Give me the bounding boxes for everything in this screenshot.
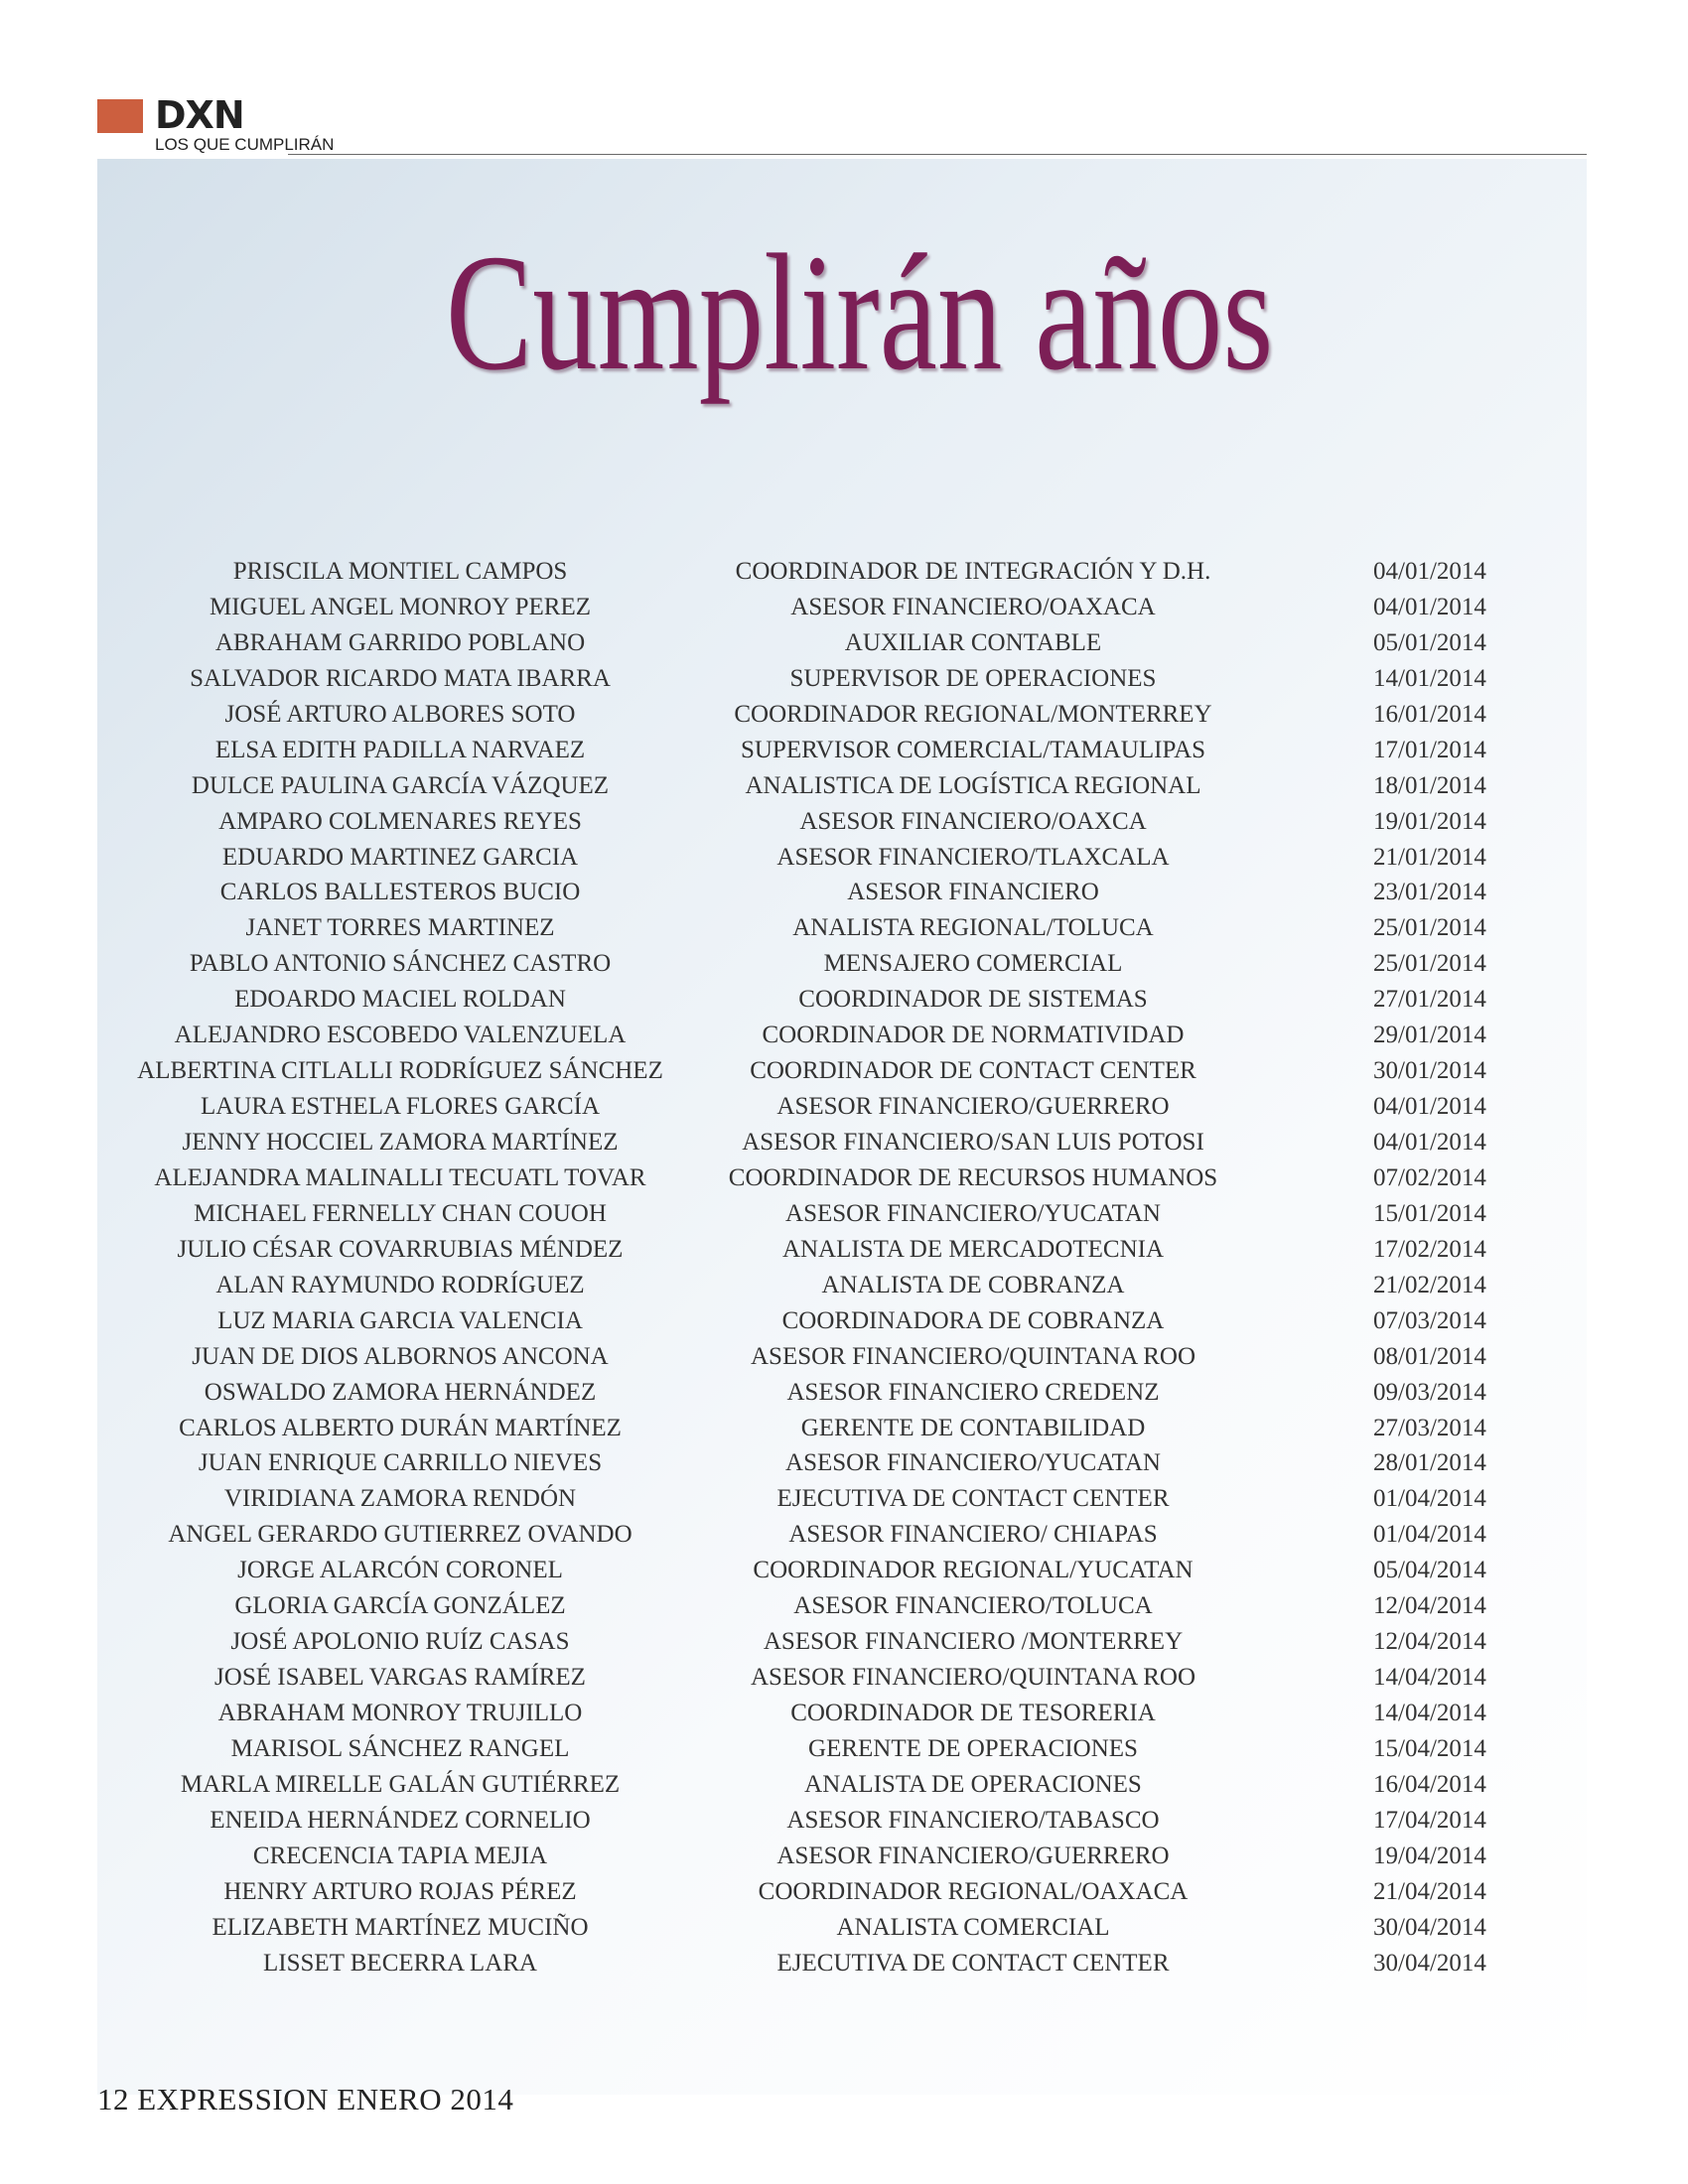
person-name: EDOARDO MACIEL ROLDAN xyxy=(234,986,566,1014)
birthday-date: 16/04/2014 xyxy=(1373,1770,1486,1798)
list-item xyxy=(0,910,1688,946)
birthday-date: 23/01/2014 xyxy=(1373,879,1486,906)
job-position: ANALISTA DE MERCADOTECNIA xyxy=(781,1235,1165,1263)
header-divider xyxy=(288,154,1587,155)
person-name: ANGEL GERARDO GUTIERREZ OVANDO xyxy=(168,1521,633,1549)
job-position: GERENTE DE CONTABILIDAD xyxy=(800,1414,1146,1441)
list-item xyxy=(0,1089,1688,1125)
job-position: COORDINADOR DE INTEGRACIÓN Y D.H. xyxy=(735,558,1211,585)
person-name: MICHAEL FERNELLY CHAN COUOH xyxy=(194,1199,607,1227)
list-item xyxy=(0,1232,1688,1268)
birthday-date: 18/01/2014 xyxy=(1373,771,1486,799)
list-item xyxy=(0,1339,1688,1375)
person-name: ALAN RAYMUNDO RODRÍGUEZ xyxy=(215,1271,585,1298)
list-item xyxy=(0,1910,1688,1946)
job-position: ASESOR FINANCIERO/SAN LUIS POTOSI xyxy=(742,1129,1204,1156)
birthday-date: 30/04/2014 xyxy=(1373,1949,1486,1977)
list-item xyxy=(0,1481,1688,1517)
job-position: ANALISTA REGIONAL/TOLUCA xyxy=(792,914,1154,942)
job-position: ASESOR FINANCIERO xyxy=(847,879,1099,906)
birthday-date: 17/02/2014 xyxy=(1373,1235,1486,1263)
job-position: ASESOR FINANCIERO/TOLUCA xyxy=(793,1592,1153,1620)
person-name: JOSÉ ARTURO ALBORES SOTO xyxy=(224,700,576,728)
birthday-date: 04/01/2014 xyxy=(1373,1129,1486,1156)
birthday-date: 04/01/2014 xyxy=(1373,593,1486,620)
birthday-date: 19/04/2014 xyxy=(1373,1842,1486,1869)
person-name: CRECENCIA TAPIA MEJIA xyxy=(252,1842,548,1869)
list-item xyxy=(0,1767,1688,1803)
list-item xyxy=(0,590,1688,625)
person-name: ABRAHAM GARRIDO POBLANO xyxy=(214,628,586,656)
person-name: ALBERTINA CITLALLI RODRÍGUEZ SÁNCHEZ xyxy=(137,1057,663,1085)
list-item xyxy=(0,554,1688,590)
person-name: LISSET BECERRA LARA xyxy=(263,1949,537,1977)
job-position: COORDINADOR REGIONAL/OAXACA xyxy=(758,1877,1189,1905)
birthday-date: 14/01/2014 xyxy=(1373,664,1486,692)
birthday-date: 12/04/2014 xyxy=(1373,1592,1486,1620)
person-name: PABLO ANTONIO SÁNCHEZ CASTRO xyxy=(189,950,612,978)
list-item xyxy=(0,1445,1688,1481)
job-position: ASESOR FINANCIERO/TLAXCALA xyxy=(776,843,1170,871)
page-title: Cumplirán años xyxy=(445,220,1274,405)
person-name: JOSÉ APOLONIO RUÍZ CASAS xyxy=(230,1628,570,1656)
birthday-date: 21/04/2014 xyxy=(1373,1877,1486,1905)
person-name: PRISCILA MONTIEL CAMPOS xyxy=(232,558,568,585)
job-position: SUPERVISOR COMERCIAL/TAMAULIPAS xyxy=(740,736,1206,763)
page-footer xyxy=(97,2082,513,2117)
birthday-date: 30/01/2014 xyxy=(1373,1057,1486,1085)
birthday-date: 21/01/2014 xyxy=(1373,843,1486,871)
publication-name: EXPRESSION ENERO 2014 xyxy=(137,2082,514,2116)
person-name: SALVADOR RICARDO MATA IBARRA xyxy=(190,664,611,692)
job-position: COORDINADOR DE RECURSOS HUMANOS xyxy=(728,1163,1218,1191)
person-name: VIRIDIANA ZAMORA RENDÓN xyxy=(223,1485,577,1513)
list-item xyxy=(0,1125,1688,1160)
person-name: LUZ MARIA GARCIA VALENCIA xyxy=(217,1306,583,1334)
list-item xyxy=(0,804,1688,840)
birthday-date: 19/01/2014 xyxy=(1373,807,1486,835)
person-name: OSWALDO ZAMORA HERNÁNDEZ xyxy=(204,1378,597,1406)
birthday-date: 05/04/2014 xyxy=(1373,1557,1486,1584)
job-position: ASESOR FINANCIERO/YUCATAN xyxy=(785,1199,1161,1227)
birthday-date: 30/04/2014 xyxy=(1373,1913,1486,1941)
person-name: JENNY HOCCIEL ZAMORA MARTÍNEZ xyxy=(182,1129,619,1156)
birthday-date: 27/03/2014 xyxy=(1373,1414,1486,1441)
list-item xyxy=(0,1018,1688,1053)
list-item xyxy=(0,661,1688,697)
birthday-date: 04/01/2014 xyxy=(1373,1093,1486,1121)
birthday-date: 28/01/2014 xyxy=(1373,1449,1486,1477)
person-name: MARLA MIRELLE GALÁN GUTIÉRREZ xyxy=(180,1770,621,1798)
list-item xyxy=(0,840,1688,876)
person-name: JUAN ENRIQUE CARRILLO NIEVES xyxy=(198,1449,603,1477)
birthday-date: 07/03/2014 xyxy=(1373,1306,1486,1334)
brand-color-block xyxy=(97,99,143,133)
person-name: CARLOS BALLESTEROS BUCIO xyxy=(219,879,581,906)
list-item xyxy=(0,1588,1688,1624)
person-name: ELSA EDITH PADILLA NARVAEZ xyxy=(214,736,586,763)
job-position: EJECUTIVA DE CONTACT CENTER xyxy=(776,1949,1170,1977)
job-position: ASESOR FINANCIERO/YUCATAN xyxy=(785,1449,1161,1477)
job-position: COORDINADOR DE SISTEMAS xyxy=(798,986,1148,1014)
person-name: JOSÉ ISABEL VARGAS RAMÍREZ xyxy=(214,1664,586,1692)
list-item xyxy=(0,1696,1688,1731)
job-position: COORDINADOR REGIONAL/YUCATAN xyxy=(753,1557,1194,1584)
job-position: ASESOR FINANCIERO/QUINTANA ROO xyxy=(750,1664,1196,1692)
birthday-date: 17/01/2014 xyxy=(1373,736,1486,763)
list-item xyxy=(0,697,1688,733)
person-name: ALEJANDRA MALINALLI TECUATL TOVAR xyxy=(154,1163,646,1191)
job-position: ANALISTICA DE LOGÍSTICA REGIONAL xyxy=(745,771,1201,799)
job-position: COORDINADOR REGIONAL/MONTERREY xyxy=(734,700,1212,728)
person-name: LAURA ESTHELA FLORES GARCÍA xyxy=(200,1093,601,1121)
job-position: ANALISTA DE OPERACIONES xyxy=(804,1770,1142,1798)
list-item xyxy=(0,1517,1688,1553)
birthday-list xyxy=(0,554,1688,1981)
job-position: COORDINADORA DE COBRANZA xyxy=(781,1306,1165,1334)
list-item xyxy=(0,1303,1688,1339)
birthday-date: 01/04/2014 xyxy=(1373,1521,1486,1549)
birthday-date: 17/04/2014 xyxy=(1373,1806,1486,1834)
list-item xyxy=(0,1624,1688,1660)
job-position: ASESOR FINANCIERO/OAXCA xyxy=(799,807,1147,835)
birthday-date: 04/01/2014 xyxy=(1373,558,1486,585)
job-position: AUXILIAR CONTABLE xyxy=(844,628,1102,656)
list-item xyxy=(0,1053,1688,1089)
job-position: ASESOR FINANCIERO/OAXACA xyxy=(790,593,1156,620)
job-position: COORDINADOR DE NORMATIVIDAD xyxy=(762,1022,1185,1049)
person-name: EDUARDO MARTINEZ GARCIA xyxy=(221,843,579,871)
list-item xyxy=(0,1660,1688,1696)
job-position: COORDINADOR DE CONTACT CENTER xyxy=(750,1057,1196,1085)
list-item xyxy=(0,1874,1688,1910)
job-position: COORDINADOR DE TESORERIA xyxy=(790,1700,1156,1726)
job-position: SUPERVISOR DE OPERACIONES xyxy=(789,664,1157,692)
list-item xyxy=(0,875,1688,910)
person-name: ALEJANDRO ESCOBEDO VALENZUELA xyxy=(174,1022,627,1049)
birthday-date: 15/01/2014 xyxy=(1373,1199,1486,1227)
list-item xyxy=(0,1839,1688,1874)
birthday-date: 25/01/2014 xyxy=(1373,914,1486,942)
job-position: ANALISTA DE COBRANZA xyxy=(821,1271,1125,1298)
job-position: EJECUTIVA DE CONTACT CENTER xyxy=(776,1485,1170,1513)
list-item xyxy=(0,768,1688,804)
list-item xyxy=(0,1803,1688,1839)
birthday-date: 14/04/2014 xyxy=(1373,1700,1486,1726)
person-name: ELIZABETH MARTÍNEZ MUCIÑO xyxy=(211,1913,589,1941)
birthday-date: 07/02/2014 xyxy=(1373,1163,1486,1191)
job-position: ASESOR FINANCIERO /MONTERREY xyxy=(763,1628,1184,1656)
birthday-date: 16/01/2014 xyxy=(1373,700,1486,728)
section-label: LOS QUE CUMPLIRÁN xyxy=(155,135,335,154)
person-name: JULIO CÉSAR COVARRUBIAS MÉNDEZ xyxy=(177,1235,624,1263)
list-item xyxy=(0,1375,1688,1411)
birthday-date: 09/03/2014 xyxy=(1373,1378,1486,1406)
page-number: 12 xyxy=(97,2082,129,2116)
birthday-date: 01/04/2014 xyxy=(1373,1485,1486,1513)
job-position: ANALISTA COMERCIAL xyxy=(836,1913,1110,1941)
job-position: MENSAJERO COMERCIAL xyxy=(823,950,1123,978)
job-position: ASESOR FINANCIERO/GUERRERO xyxy=(776,1842,1170,1869)
list-item xyxy=(0,1268,1688,1303)
list-item xyxy=(0,982,1688,1018)
job-position: ASESOR FINANCIERO CREDENZ xyxy=(786,1378,1160,1406)
person-name: CARLOS ALBERTO DURÁN MARTÍNEZ xyxy=(179,1414,622,1441)
birthday-date: 21/02/2014 xyxy=(1373,1271,1486,1298)
list-item xyxy=(0,1160,1688,1196)
person-name: DULCE PAULINA GARCÍA VÁZQUEZ xyxy=(191,771,610,799)
job-position: ASESOR FINANCIERO/TABASCO xyxy=(786,1806,1160,1834)
birthday-date: 27/01/2014 xyxy=(1373,986,1486,1014)
list-item xyxy=(0,733,1688,768)
job-position: GERENTE DE OPERACIONES xyxy=(808,1734,1138,1762)
person-name: AMPARO COLMENARES REYES xyxy=(218,807,582,835)
birthday-date: 12/04/2014 xyxy=(1373,1628,1486,1656)
person-name: MARISOL SÁNCHEZ RANGEL xyxy=(230,1734,570,1762)
job-position: ASESOR FINANCIERO/QUINTANA ROO xyxy=(750,1342,1196,1370)
person-name: JUAN DE DIOS ALBORNOS ANCONA xyxy=(192,1342,609,1370)
person-name: ABRAHAM MONROY TRUJILLO xyxy=(217,1700,583,1726)
brand-logo: DXN xyxy=(155,93,244,137)
birthday-date: 08/01/2014 xyxy=(1373,1342,1486,1370)
birthday-date: 29/01/2014 xyxy=(1373,1022,1486,1049)
list-item xyxy=(0,1196,1688,1232)
person-name: GLORIA GARCÍA GONZÁLEZ xyxy=(234,1592,566,1620)
birthday-date: 15/04/2014 xyxy=(1373,1734,1486,1762)
list-item xyxy=(0,1553,1688,1588)
birthday-date: 14/04/2014 xyxy=(1373,1664,1486,1692)
list-item xyxy=(0,1946,1688,1981)
list-item xyxy=(0,1411,1688,1446)
job-position: ASESOR FINANCIERO/ CHIAPAS xyxy=(788,1521,1158,1549)
person-name: HENRY ARTURO ROJAS PÉREZ xyxy=(223,1877,577,1905)
job-position: ASESOR FINANCIERO/GUERRERO xyxy=(776,1093,1170,1121)
list-item xyxy=(0,946,1688,982)
person-name: JANET TORRES MARTINEZ xyxy=(245,914,555,942)
person-name: ENEIDA HERNÁNDEZ CORNELIO xyxy=(210,1806,591,1834)
list-item xyxy=(0,625,1688,661)
birthday-date: 25/01/2014 xyxy=(1373,950,1486,978)
list-item xyxy=(0,1731,1688,1767)
birthday-date: 05/01/2014 xyxy=(1373,628,1486,656)
person-name: JORGE ALARCÓN CORONEL xyxy=(237,1557,563,1584)
person-name: MIGUEL ANGEL MONROY PEREZ xyxy=(209,593,592,620)
